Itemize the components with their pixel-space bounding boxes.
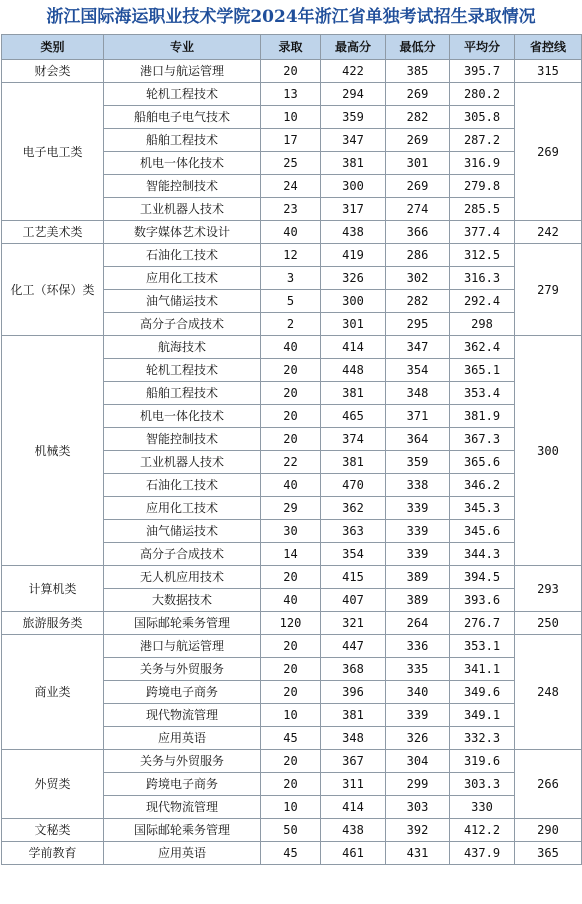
min-score-cell: 301	[386, 152, 450, 175]
max-score-cell: 438	[321, 819, 386, 842]
max-score-cell: 465	[321, 405, 386, 428]
enrolled-cell: 23	[261, 198, 321, 221]
min-score-cell: 389	[386, 566, 450, 589]
max-score-cell: 311	[321, 773, 386, 796]
avg-score-cell: 279.8	[450, 175, 515, 198]
avg-score-cell: 287.2	[450, 129, 515, 152]
major-cell: 数字媒体艺术设计	[104, 221, 261, 244]
major-cell: 应用化工技术	[104, 497, 261, 520]
max-score-cell: 396	[321, 681, 386, 704]
major-cell: 智能控制技术	[104, 428, 261, 451]
avg-score-cell: 353.1	[450, 635, 515, 658]
min-score-cell: 274	[386, 198, 450, 221]
major-cell: 航海技术	[104, 336, 261, 359]
category-cell: 工艺美术类	[2, 221, 104, 244]
avg-score-cell: 312.5	[450, 244, 515, 267]
control-line-cell: 242	[515, 221, 582, 244]
avg-score-cell: 344.3	[450, 543, 515, 566]
min-score-cell: 302	[386, 267, 450, 290]
min-score-cell: 299	[386, 773, 450, 796]
header-enrolled: 录取	[261, 35, 321, 60]
control-line-cell: 248	[515, 635, 582, 750]
major-cell: 关务与外贸服务	[104, 658, 261, 681]
avg-score-cell: 381.9	[450, 405, 515, 428]
major-cell: 轮机工程技术	[104, 83, 261, 106]
avg-score-cell: 298	[450, 313, 515, 336]
major-cell: 机电一体化技术	[104, 405, 261, 428]
header-control-line: 省控线	[515, 35, 582, 60]
avg-score-cell: 365.6	[450, 451, 515, 474]
avg-score-cell: 362.4	[450, 336, 515, 359]
enrolled-cell: 20	[261, 750, 321, 773]
avg-score-cell: 377.4	[450, 221, 515, 244]
avg-score-cell: 316.9	[450, 152, 515, 175]
major-cell: 石油化工技术	[104, 244, 261, 267]
major-cell: 大数据技术	[104, 589, 261, 612]
avg-score-cell: 365.1	[450, 359, 515, 382]
control-line-cell: 300	[515, 336, 582, 566]
min-score-cell: 326	[386, 727, 450, 750]
table-body	[2, 60, 582, 865]
max-score-cell: 300	[321, 290, 386, 313]
table-row	[2, 566, 582, 589]
header-min-score: 最低分	[386, 35, 450, 60]
max-score-cell: 381	[321, 451, 386, 474]
major-cell: 轮机工程技术	[104, 359, 261, 382]
avg-score-cell: 393.6	[450, 589, 515, 612]
table-header-row	[2, 35, 582, 60]
max-score-cell: 363	[321, 520, 386, 543]
control-line-cell: 293	[515, 566, 582, 612]
avg-score-cell: 353.4	[450, 382, 515, 405]
max-score-cell: 470	[321, 474, 386, 497]
major-cell: 机电一体化技术	[104, 152, 261, 175]
max-score-cell: 294	[321, 83, 386, 106]
major-cell: 油气储运技术	[104, 520, 261, 543]
min-score-cell: 389	[386, 589, 450, 612]
page-title: 浙江国际海运职业技术学院2024年浙江省单独考试招生录取情况	[46, 7, 536, 27]
enrolled-cell: 40	[261, 474, 321, 497]
max-score-cell: 301	[321, 313, 386, 336]
max-score-cell: 326	[321, 267, 386, 290]
max-score-cell: 414	[321, 796, 386, 819]
max-score-cell: 300	[321, 175, 386, 198]
max-score-cell: 317	[321, 198, 386, 221]
max-score-cell: 368	[321, 658, 386, 681]
max-score-cell: 419	[321, 244, 386, 267]
header-max-score: 最高分	[321, 35, 386, 60]
avg-score-cell: 292.4	[450, 290, 515, 313]
avg-score-cell: 305.8	[450, 106, 515, 129]
max-score-cell: 438	[321, 221, 386, 244]
min-score-cell: 335	[386, 658, 450, 681]
avg-score-cell: 412.2	[450, 819, 515, 842]
enrolled-cell: 45	[261, 727, 321, 750]
control-line-cell: 290	[515, 819, 582, 842]
min-score-cell: 339	[386, 704, 450, 727]
major-cell: 跨境电子商务	[104, 773, 261, 796]
enrolled-cell: 20	[261, 566, 321, 589]
enrolled-cell: 3	[261, 267, 321, 290]
table-row	[2, 750, 582, 773]
major-cell: 无人机应用技术	[104, 566, 261, 589]
major-cell: 石油化工技术	[104, 474, 261, 497]
major-cell: 工业机器人技术	[104, 198, 261, 221]
min-score-cell: 347	[386, 336, 450, 359]
enrolled-cell: 30	[261, 520, 321, 543]
min-score-cell: 364	[386, 428, 450, 451]
min-score-cell: 303	[386, 796, 450, 819]
enrolled-cell: 45	[261, 842, 321, 865]
control-line-cell: 365	[515, 842, 582, 865]
max-score-cell: 367	[321, 750, 386, 773]
table-row	[2, 336, 582, 359]
avg-score-cell: 316.3	[450, 267, 515, 290]
max-score-cell: 422	[321, 60, 386, 83]
major-cell: 港口与航运管理	[104, 635, 261, 658]
max-score-cell: 348	[321, 727, 386, 750]
enrolled-cell: 2	[261, 313, 321, 336]
control-line-cell: 279	[515, 244, 582, 336]
min-score-cell: 269	[386, 83, 450, 106]
enrolled-cell: 120	[261, 612, 321, 635]
enrolled-cell: 20	[261, 773, 321, 796]
major-cell: 油气储运技术	[104, 290, 261, 313]
category-cell: 学前教育	[2, 842, 104, 865]
table-row	[2, 244, 582, 267]
avg-score-cell: 349.1	[450, 704, 515, 727]
max-score-cell: 381	[321, 152, 386, 175]
major-cell: 国际邮轮乘务管理	[104, 819, 261, 842]
enrolled-cell: 20	[261, 60, 321, 83]
min-score-cell: 339	[386, 497, 450, 520]
min-score-cell: 359	[386, 451, 450, 474]
table-row	[2, 635, 582, 658]
header-major: 专业	[104, 35, 261, 60]
max-score-cell: 407	[321, 589, 386, 612]
max-score-cell: 381	[321, 382, 386, 405]
max-score-cell: 347	[321, 129, 386, 152]
major-cell: 现代物流管理	[104, 704, 261, 727]
avg-score-cell: 280.2	[450, 83, 515, 106]
min-score-cell: 264	[386, 612, 450, 635]
avg-score-cell: 276.7	[450, 612, 515, 635]
major-cell: 关务与外贸服务	[104, 750, 261, 773]
enrolled-cell: 14	[261, 543, 321, 566]
min-score-cell: 348	[386, 382, 450, 405]
control-line-cell: 269	[515, 83, 582, 221]
max-score-cell: 374	[321, 428, 386, 451]
avg-score-cell: 345.6	[450, 520, 515, 543]
min-score-cell: 295	[386, 313, 450, 336]
min-score-cell: 366	[386, 221, 450, 244]
enrolled-cell: 20	[261, 359, 321, 382]
enrolled-cell: 20	[261, 405, 321, 428]
admission-table	[1, 34, 582, 865]
major-cell: 应用化工技术	[104, 267, 261, 290]
enrolled-cell: 13	[261, 83, 321, 106]
max-score-cell: 362	[321, 497, 386, 520]
control-line-cell: 315	[515, 60, 582, 83]
enrolled-cell: 50	[261, 819, 321, 842]
max-score-cell: 448	[321, 359, 386, 382]
category-cell: 财会类	[2, 60, 104, 83]
avg-score-cell: 319.6	[450, 750, 515, 773]
table-row	[2, 819, 582, 842]
enrolled-cell: 20	[261, 658, 321, 681]
min-score-cell: 339	[386, 543, 450, 566]
avg-score-cell: 285.5	[450, 198, 515, 221]
enrolled-cell: 17	[261, 129, 321, 152]
min-score-cell: 282	[386, 290, 450, 313]
avg-score-cell: 367.3	[450, 428, 515, 451]
avg-score-cell: 330	[450, 796, 515, 819]
major-cell: 高分子合成技术	[104, 543, 261, 566]
major-cell: 船舶工程技术	[104, 129, 261, 152]
min-score-cell: 340	[386, 681, 450, 704]
min-score-cell: 269	[386, 175, 450, 198]
category-cell: 机械类	[2, 336, 104, 566]
major-cell: 应用英语	[104, 842, 261, 865]
category-cell: 旅游服务类	[2, 612, 104, 635]
avg-score-cell: 395.7	[450, 60, 515, 83]
enrolled-cell: 40	[261, 336, 321, 359]
avg-score-cell: 394.5	[450, 566, 515, 589]
category-cell: 电子电工类	[2, 83, 104, 221]
enrolled-cell: 25	[261, 152, 321, 175]
min-score-cell: 339	[386, 520, 450, 543]
enrolled-cell: 20	[261, 428, 321, 451]
min-score-cell: 269	[386, 129, 450, 152]
enrolled-cell: 20	[261, 382, 321, 405]
max-score-cell: 415	[321, 566, 386, 589]
enrolled-cell: 24	[261, 175, 321, 198]
min-score-cell: 354	[386, 359, 450, 382]
major-cell: 智能控制技术	[104, 175, 261, 198]
major-cell: 应用英语	[104, 727, 261, 750]
enrolled-cell: 29	[261, 497, 321, 520]
min-score-cell: 431	[386, 842, 450, 865]
enrolled-cell: 20	[261, 681, 321, 704]
table-row	[2, 842, 582, 865]
max-score-cell: 447	[321, 635, 386, 658]
major-cell: 工业机器人技术	[104, 451, 261, 474]
category-cell: 计算机类	[2, 566, 104, 612]
avg-score-cell: 303.3	[450, 773, 515, 796]
min-score-cell: 304	[386, 750, 450, 773]
enrolled-cell: 5	[261, 290, 321, 313]
avg-score-cell: 349.6	[450, 681, 515, 704]
enrolled-cell: 10	[261, 796, 321, 819]
max-score-cell: 354	[321, 543, 386, 566]
avg-score-cell: 437.9	[450, 842, 515, 865]
major-cell: 港口与航运管理	[104, 60, 261, 83]
major-cell: 国际邮轮乘务管理	[104, 612, 261, 635]
enrolled-cell: 10	[261, 106, 321, 129]
avg-score-cell: 341.1	[450, 658, 515, 681]
min-score-cell: 286	[386, 244, 450, 267]
enrolled-cell: 22	[261, 451, 321, 474]
min-score-cell: 336	[386, 635, 450, 658]
enrolled-cell: 12	[261, 244, 321, 267]
category-cell: 商业类	[2, 635, 104, 750]
enrolled-cell: 40	[261, 589, 321, 612]
min-score-cell: 385	[386, 60, 450, 83]
major-cell: 跨境电子商务	[104, 681, 261, 704]
major-cell: 高分子合成技术	[104, 313, 261, 336]
enrolled-cell: 20	[261, 635, 321, 658]
enrolled-cell: 10	[261, 704, 321, 727]
max-score-cell: 381	[321, 704, 386, 727]
header-avg-score: 平均分	[450, 35, 515, 60]
max-score-cell: 414	[321, 336, 386, 359]
category-cell: 化工（环保）类	[2, 244, 104, 336]
avg-score-cell: 346.2	[450, 474, 515, 497]
min-score-cell: 371	[386, 405, 450, 428]
category-cell: 文秘类	[2, 819, 104, 842]
table-row	[2, 221, 582, 244]
max-score-cell: 359	[321, 106, 386, 129]
min-score-cell: 392	[386, 819, 450, 842]
major-cell: 现代物流管理	[104, 796, 261, 819]
min-score-cell: 282	[386, 106, 450, 129]
avg-score-cell: 332.3	[450, 727, 515, 750]
table-row	[2, 60, 582, 83]
control-line-cell: 250	[515, 612, 582, 635]
control-line-cell: 266	[515, 750, 582, 819]
min-score-cell: 338	[386, 474, 450, 497]
major-cell: 船舶电子电气技术	[104, 106, 261, 129]
table-row	[2, 83, 582, 106]
max-score-cell: 321	[321, 612, 386, 635]
header-category: 类别	[2, 35, 104, 60]
major-cell: 船舶工程技术	[104, 382, 261, 405]
avg-score-cell: 345.3	[450, 497, 515, 520]
table-row	[2, 612, 582, 635]
enrolled-cell: 40	[261, 221, 321, 244]
max-score-cell: 461	[321, 842, 386, 865]
category-cell: 外贸类	[2, 750, 104, 819]
